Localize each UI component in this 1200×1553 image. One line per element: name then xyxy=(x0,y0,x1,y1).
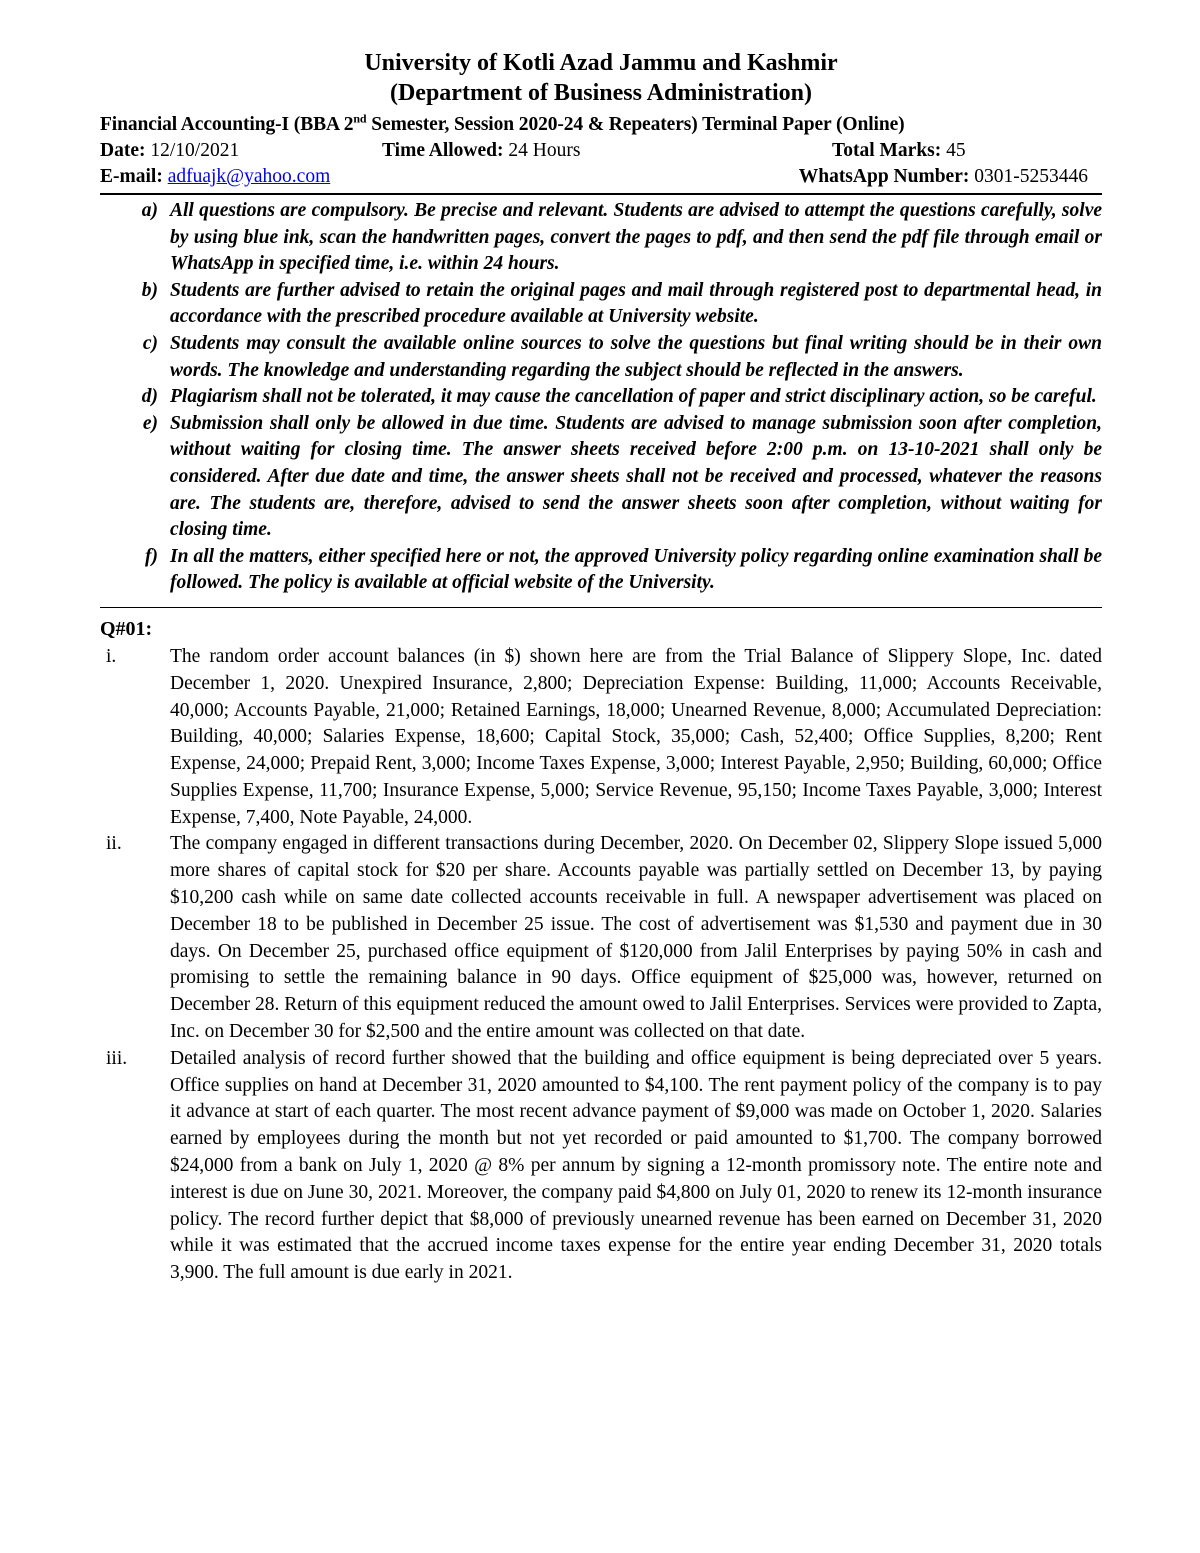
exam-meta-row xyxy=(100,138,1102,164)
instruction-item: b) Students are further advised to retain the original pages and mail through registered post to departmental head, in accordance with the prescribed procedure available at University website. xyxy=(141,279,1102,328)
email-field: E-mail: adfuajk@yahoo.com xyxy=(100,166,331,187)
instruction-item: a) All questions are compulsory. Be precise and relevant. Students are advised to attempt the questions carefully, solve by using blue ink, scan the handwritten pages, convert the pages to pdf, and then send the pdf file through email or WhatsApp in specified time, i.e. within 24 hours. xyxy=(141,200,1102,275)
instructions-list xyxy=(100,198,1102,597)
whatsapp-field: WhatsApp Number: 0301-5253446 xyxy=(798,166,1088,187)
time-allowed-field: Time Allowed: 24 Hours xyxy=(382,140,581,161)
question-part: ii. The company engaged in different transactions during December, 2020. On December 02, Slippery Slope issued 5,000 more shares of capital stock for $20 per share. Accounts payable was partially settled on December 13, by paying $10,200 cash while on same date collected accounts receivable in full. A newspaper advertisement was placed on December 18 to be published in December 25 issue. The cost of advertisement was $1,530 and payment due in 30 days. On December 25, purchased office equipment of $120,000 from Jalil Enterprises by paying 50% in cash and promising to settle the remaining balance in 90 days. Office equipment of $25,000 was, however, returned on December 28. Return of this equipment reduced the amount owed to Jalil Enterprises. Services were provided to Zapta, Inc. on December 30 for $2,500 and the entire amount was collected on that date. xyxy=(106,833,1102,1043)
contact-row xyxy=(100,164,1102,190)
exam-paper xyxy=(100,48,1102,1287)
header-divider xyxy=(100,193,1102,195)
department-title: (Department of Business Administration) xyxy=(389,80,812,106)
instruction-item: f) In all the matters, either specified here or not, the approved University policy regarding online examination shall be followed. The policy is available at official website of the University. xyxy=(145,545,1102,594)
instruction-item: e) Submission shall only be allowed in due time. Students are advised to manage submission soon after completion, without waiting for closing time. The answer sheets received before 2:00 p.m. on 13-10-2021 shall only be considered. After due date and time, the answer sheets shall not be received and processed, whatever the reasons are. The students are, therefore, advised to send the answer sheets soon after completion, without waiting for closing time. xyxy=(142,412,1102,541)
question-heading: Q#01: xyxy=(100,617,153,640)
university-title: University of Kotli Azad Jammu and Kashmir xyxy=(364,50,838,76)
instruction-item: d) Plagiarism shall not be tolerated, it may cause the cancellation of paper and strict disciplinary action, so be careful. xyxy=(141,386,1097,408)
instruction-item: c) Students may consult the available online sources to solve the questions but final writing should be in their own words. The knowledge and understanding regarding the subject should be reflected in the answers. xyxy=(142,332,1102,381)
email-link[interactable]: adfuajk@yahoo.com xyxy=(167,166,331,187)
question-parts-list xyxy=(100,644,1102,1287)
total-marks-field: Total Marks: 45 xyxy=(832,140,966,161)
question-part: iii. Detailed analysis of record further showed that the building and office equipment is being depreciated over 5 years. Office supplies on hand at December 31, 2020 amounted to $4,100. The rent payment policy of the company is to pay it advance at start of each quarter. The most recent advance payment of $9,000 was made on October 1, 2020. Salaries earned by employees during the month but not yet recorded or paid amounted to $1,700. The company borrowed $24,000 from a bank on July 1, 2020 @ 8% per annum by signing a 12-month promissory note. The entire note and interest is due on June 30, 2021. Moreover, the company paid $4,800 on July 01, 2020 to renew its 12-month insurance policy. The record further depict that $8,000 of previously unearned revenue has been earned on December 31, 2020 while it was estimated that the accrued income taxes expense for the entire year ending December 31, 2020 totals 3,900. The full amount is due early in 2021. xyxy=(106,1047,1102,1284)
section-divider xyxy=(100,607,1102,608)
subject-line: Financial Accounting-I (BBA 2nd Semester, Session 2020-24 & Repeaters) Terminal Paper (Online) xyxy=(100,111,905,135)
question-part: i. The random order account balances (in $) shown here are from the Trial Balance of Slippery Slope, Inc. dated December 1, 2020. Unexpired Insurance, 2,800; Depreciation Expense: Building, 11,000; Accounts Receivable, 40,000; Accounts Payable, 21,000; Retained Earnings, 18,000; Unearned Revenue, 8,000; Accumulated Depreciation: Building, 40,000; Salaries Expense, 18,600; Capital Stock, 35,000; Cash, 52,400; Office Supplies, 8,200; Rent Expense, 24,000; Prepaid Rent, 3,000; Income Taxes Expense, 3,000; Interest Payable, 2,950; Building, 60,000; Office Supplies Expense, 11,700; Insurance Expense, 5,000; Service Revenue, 95,150; Income Taxes Payable, 3,000; Interest Expense, 7,400, Note Payable, 24,000. xyxy=(106,645,1102,828)
date-field: Date: 12/10/2021 xyxy=(100,140,240,161)
